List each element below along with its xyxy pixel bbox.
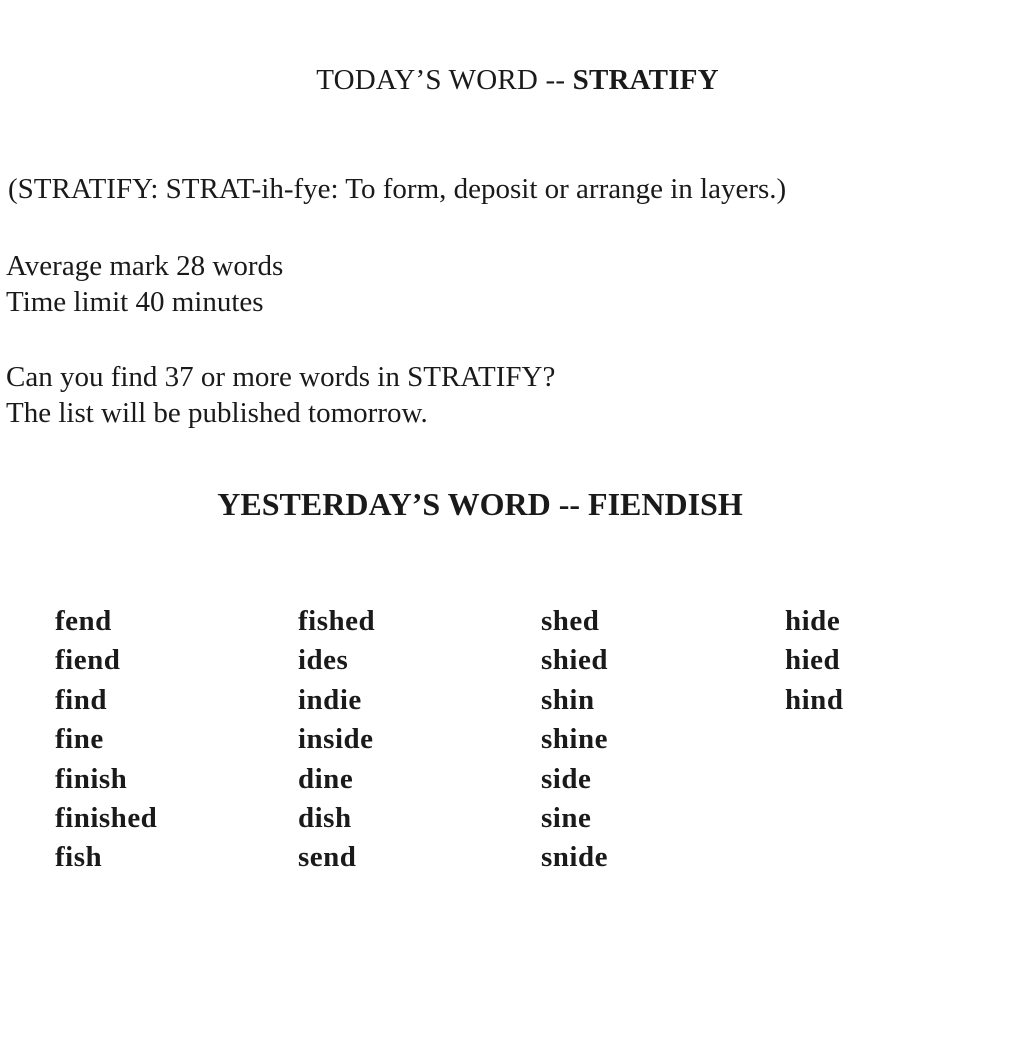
- yesterdays-word-list: [0, 602, 1035, 902]
- word-list-item: hide: [785, 605, 841, 637]
- word-list-item: fiend: [55, 644, 121, 677]
- todays-word-heading: [0, 64, 1035, 97]
- todays-word-label: TODAY’S WORD --: [316, 64, 573, 96]
- word-list-item: shin: [541, 683, 595, 716]
- word-list-item: fish: [55, 841, 103, 874]
- word-list-item: fine: [55, 723, 104, 756]
- word-column-1: [55, 602, 157, 878]
- word-list-item: shed: [541, 605, 600, 637]
- average-mark: Average mark 28 words: [6, 250, 284, 282]
- word-list-item: snide: [541, 841, 608, 874]
- word-list-item: find: [55, 683, 107, 716]
- yesterdays-word-heading: YESTERDAY’S WORD -- FIENDISH: [217, 486, 743, 522]
- publish-note: The list will be published tomorrow.: [6, 397, 428, 429]
- word-list-item: dine: [298, 762, 354, 795]
- word-definition: (STRATIFY: STRAT-ih-fye: To form, deposit or arrange in layers.): [8, 173, 787, 205]
- word-list-item: shied: [541, 644, 608, 677]
- word-column-3: [541, 602, 608, 878]
- word-list-item: fend: [55, 605, 112, 637]
- word-list-item: ides: [298, 644, 349, 677]
- challenge-text: [6, 359, 555, 431]
- word-list-item: hied: [785, 644, 841, 677]
- word-column-2: [298, 602, 375, 878]
- word-list-item: side: [541, 762, 592, 795]
- word-list-item: inside: [298, 723, 374, 756]
- word-list-item: finished: [55, 802, 158, 835]
- word-list-item: hind: [785, 683, 844, 716]
- challenge-question: Can you find 37 or more words in STRATIFY?: [6, 361, 556, 393]
- word-column-4: [785, 602, 843, 720]
- time-limit: Time limit 40 minutes: [6, 286, 264, 318]
- word-list-item: send: [298, 841, 357, 874]
- word-list-item: sine: [541, 802, 592, 835]
- puzzle-stats: [6, 248, 283, 320]
- word-list-item: dish: [298, 802, 352, 835]
- word-list-item: shine: [541, 723, 608, 756]
- word-list-item: finish: [55, 762, 128, 795]
- todays-word: STRATIFY: [572, 64, 719, 96]
- word-list-item: indie: [298, 683, 362, 716]
- word-list-item: fished: [298, 605, 376, 637]
